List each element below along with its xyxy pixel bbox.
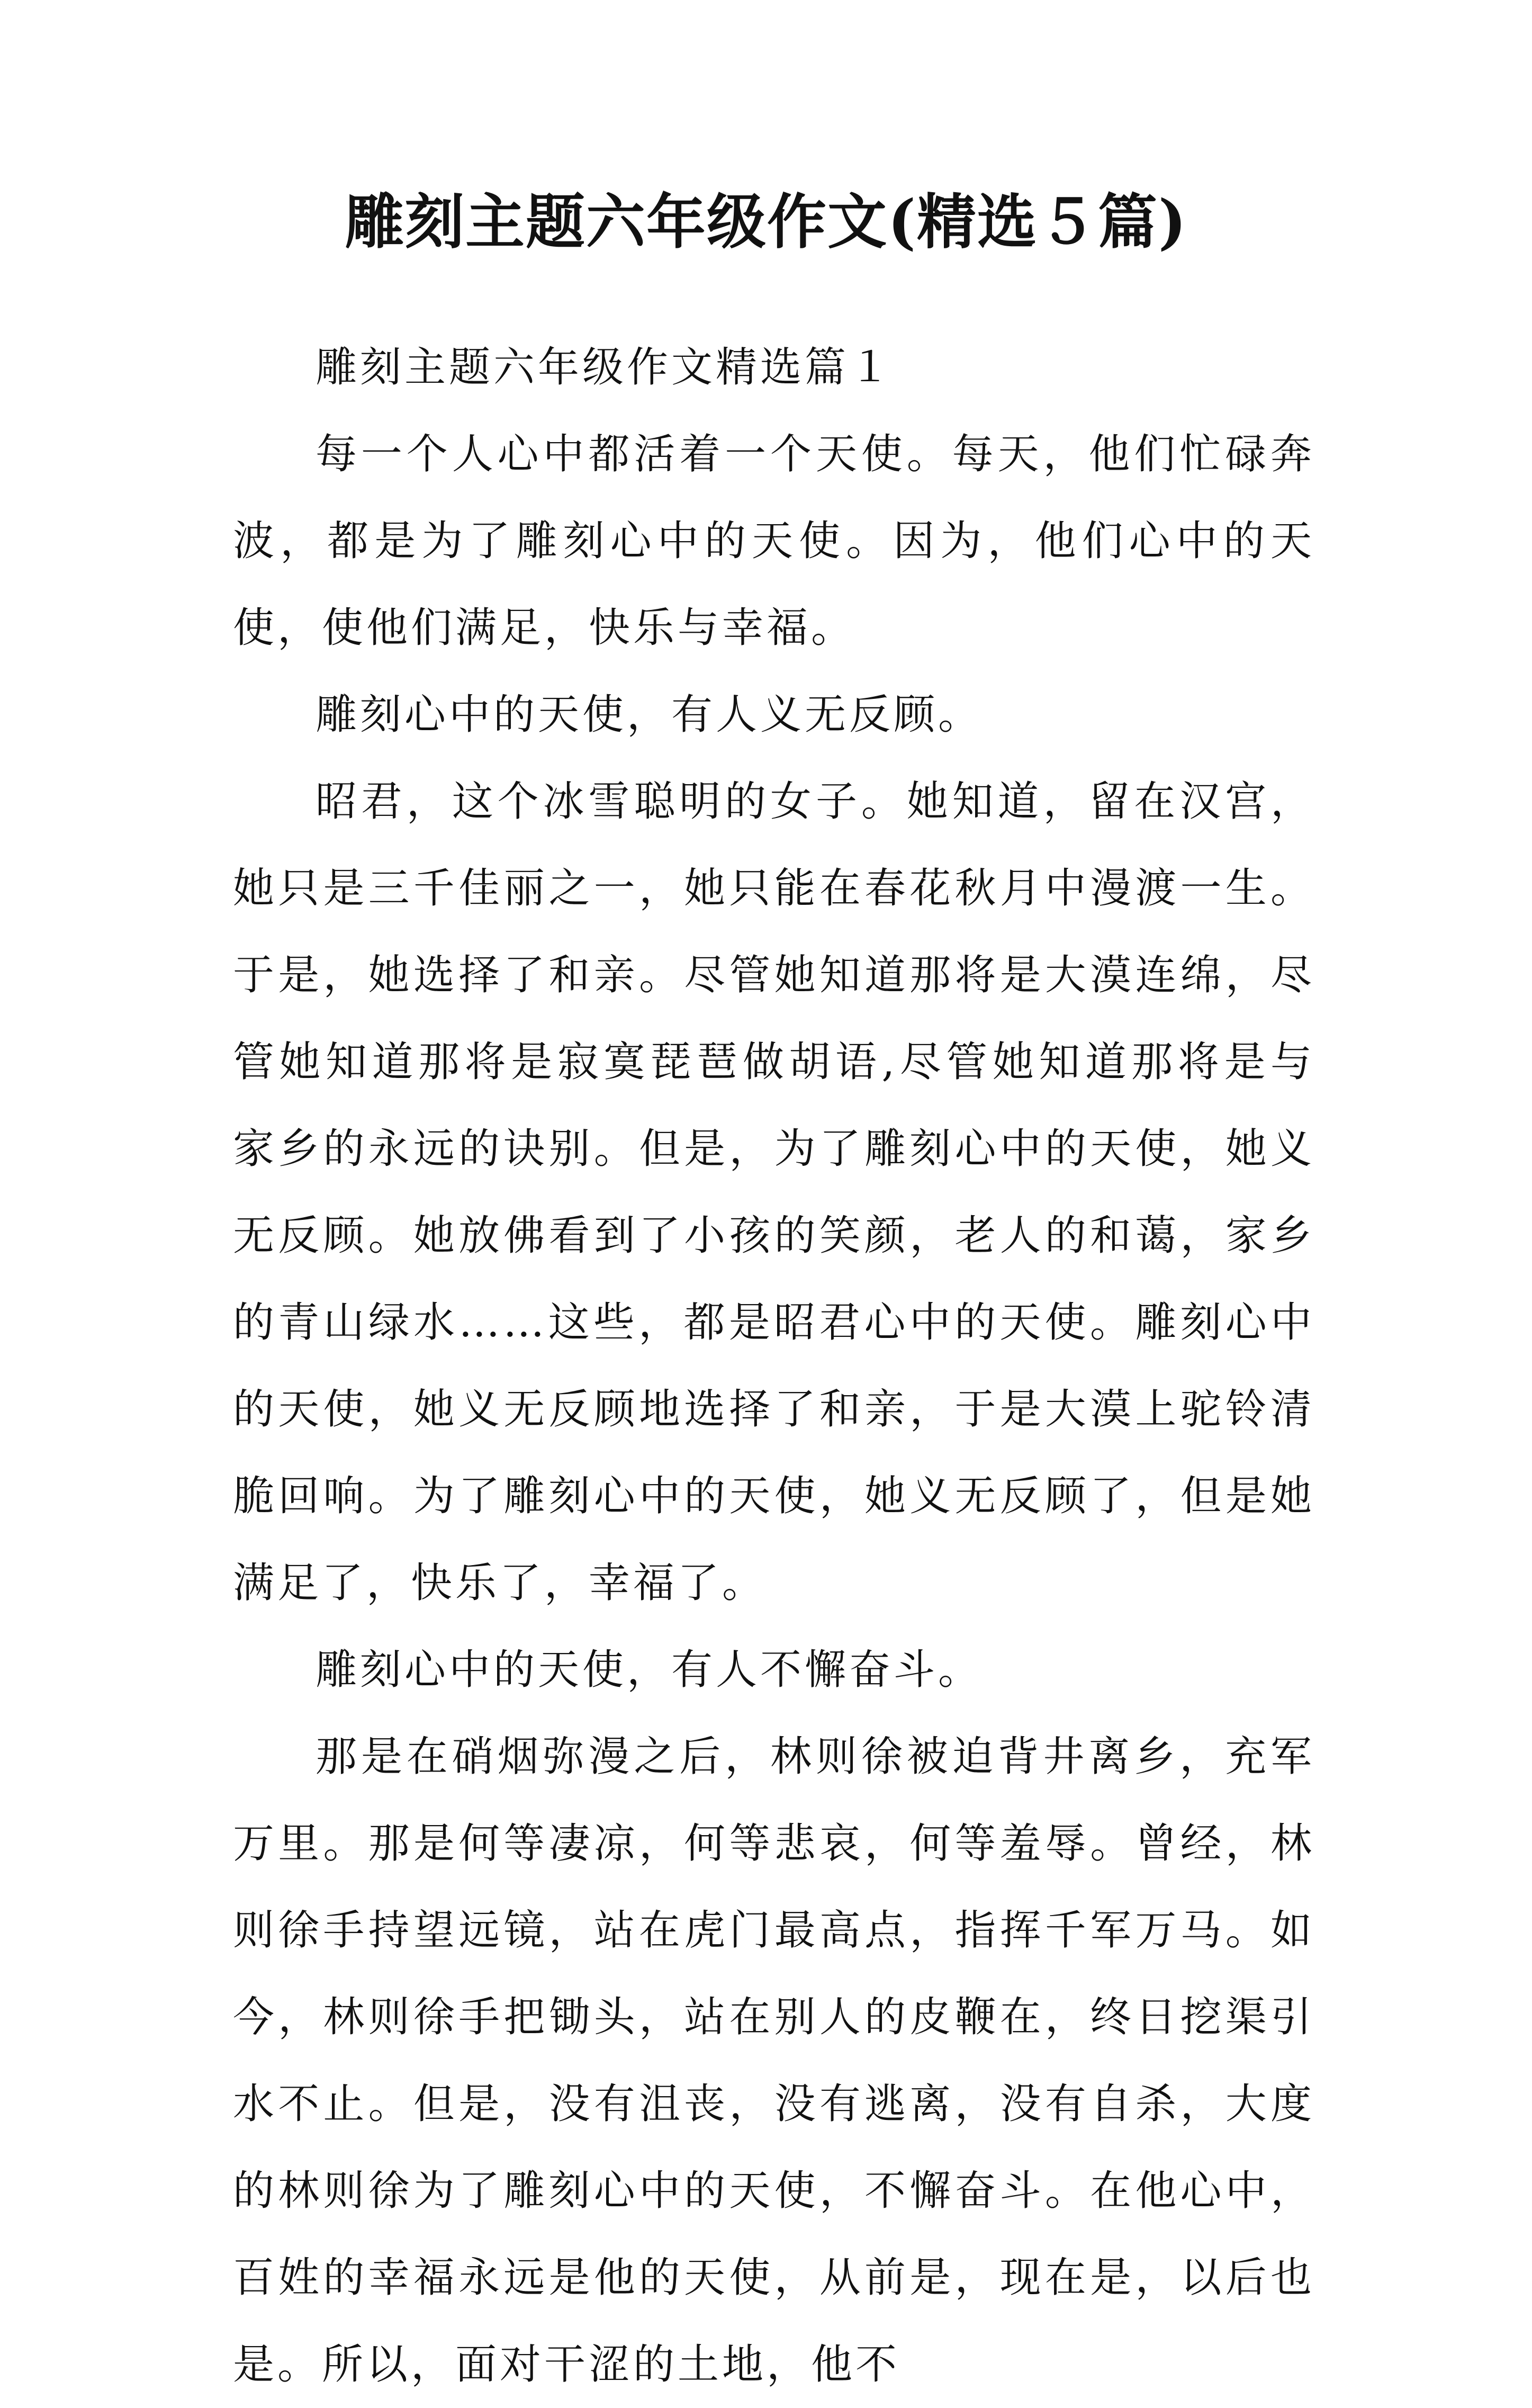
paragraph: 雕刻心中的天使，有人不懈奋斗。 bbox=[316, 1646, 983, 1694]
document-title: 雕刻主题六年级作文(精选５篇) bbox=[345, 187, 1187, 257]
document-body bbox=[233, 324, 1315, 2408]
paragraph: 每一个人心中都活着一个天使。每天，他们忙碌奔波，都是为了雕刻心中的天使。因为，他们心中的天使，使他们满足，快乐与幸福。 bbox=[233, 430, 1315, 652]
paragraph: 昭君，这个冰雪聪明的女子。她知道，留在汉宫，她只是三千佳丽之一，她只能在春花秋月中漫渡一生。于是，她选择了和亲。尽管她知道那将是大漠连绵，尽管她知道那将是寂寞琵琶做胡语,尽管她知道那将是与家乡的永远的诀别。但是，为了雕刻心中的天使，她义无反顾。她放佛看到了小孩的笑颜，老人的和蔼，家乡的青山绿水……这些，都是昭君心中的天使。雕刻心中的天使，她义无反顾地选择了和亲，于是大漠上驼铃清脆回响。为了雕刻心中的天使，她义无反顾了，但是她满足了，快乐了，幸福了。 bbox=[233, 778, 1315, 1607]
paragraph: 那是在硝烟弥漫之后，林则徐被迫背井离乡，充军万里。那是何等凄凉，何等悲哀，何等羞辱。曾经，林则徐手持望远镜，站在虎门最高点，指挥千军万马。如今，林则徐手把锄头，站在别人的皮鞭在，终日挖渠引水不止。但是，没有沮丧，没有逃离，没有自杀，大度的林则徐为了雕刻心中的天使，不懈奋斗。在他心中，百姓的幸福永远是他的天使，从前是，现在是，以后也是。所以，面对干涩的土地，他不 bbox=[233, 1733, 1315, 2388]
section-heading: 雕刻主题六年级作文精选篇１ bbox=[316, 344, 894, 391]
paragraph: 雕刻心中的天使，有人义无反顾。 bbox=[316, 691, 983, 739]
